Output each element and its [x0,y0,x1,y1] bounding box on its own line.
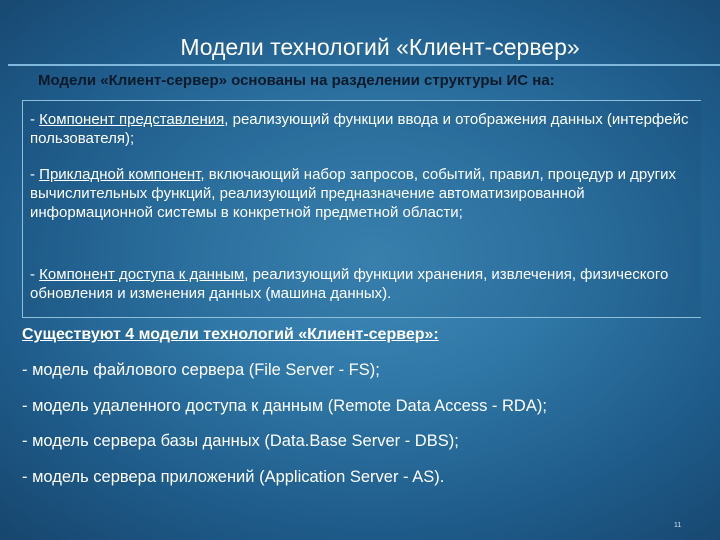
component-term: Компонент доступа к данным [39,266,245,283]
slide-number: 11 [674,522,682,529]
models-heading: Существуют 4 модели технологий «Клиент-сервер»: [22,326,439,343]
component-description: , включающий набор запросов, событий, правил, процедур и других вычислительных функций, реализующий предназначение автоматизированной информационной системы в конкретной предметной области; [30,166,676,221]
slide-title: Модели технологий «Клиент-сервер» [180,34,580,60]
component-term: Компонент представления [39,111,225,128]
component-presentation [30,110,696,148]
component-prefix: - [30,166,40,183]
model-item-database-server: - модель сервера базы данных (Data.Base Server - DBS); [22,432,459,450]
model-item-application-server: - модель сервера приложений (Application Server - AS). [22,468,445,486]
component-term: Прикладной компонент [39,166,201,183]
component-description: , реализующий функции хранения, извлечения, физического обновления и изменения данных (машина данных). [30,266,669,302]
component-prefix: - [30,111,40,128]
model-item-remote-data-access: - модель удаленного доступа к данным (Remote Data Access - RDA); [22,397,547,415]
component-prefix: - [30,266,40,283]
title-divider [8,64,720,66]
component-description: , реализующий функции ввода и отображения данных (интерфейс пользователя); [30,111,689,147]
component-application [30,165,696,222]
component-data-access [30,265,696,303]
model-item-file-server: - модель файлового сервера (File Server - FS); [22,361,380,379]
slide-subtitle: Модели «Клиент-сервер» основаны на разделении структуры ИС на: [38,72,555,89]
